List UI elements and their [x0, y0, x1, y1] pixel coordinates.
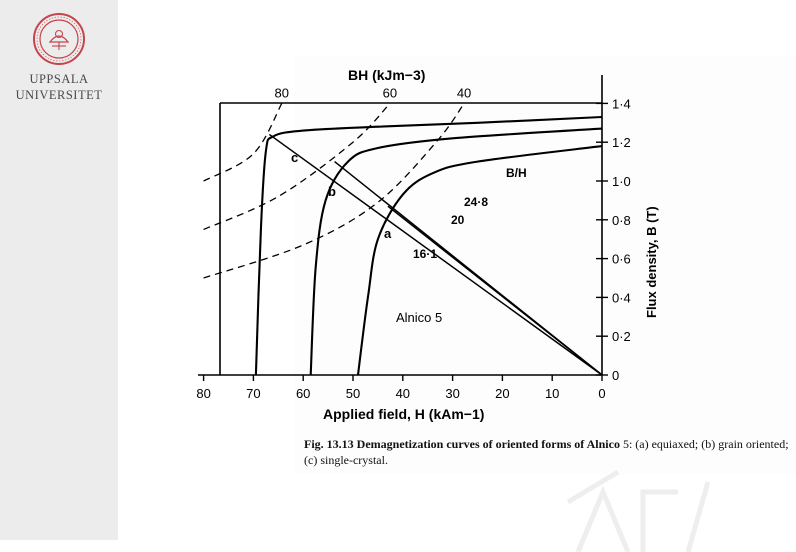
x-tick-label-30: 30 — [445, 386, 460, 401]
y-tick-label-0·8: 0·8 — [612, 212, 631, 228]
y-tick-label-1·2: 1·2 — [612, 135, 631, 151]
x-tick-label-80: 80 — [196, 386, 211, 401]
y-tick-label-1·0: 1·0 — [612, 174, 631, 189]
figure-label: Fig. 13.13 — [304, 437, 354, 451]
y-tick-label-0·4: 0·4 — [612, 290, 631, 306]
y-tick-label-0·6: 0·6 — [612, 251, 631, 267]
bh-tick-label-80: 80 — [274, 85, 290, 101]
university-seal-icon — [32, 12, 86, 66]
material-annotation: Alnico 5 — [396, 310, 443, 325]
x-tick-label-70: 70 — [246, 386, 261, 401]
x-axis-label: Applied field, H (kAm−1) — [323, 406, 485, 422]
chart-labels — [196, 67, 659, 422]
bh-axis-label: BH (kJm−3) — [348, 67, 426, 83]
curve-label-c: c — [291, 150, 299, 165]
y-axis-label: Flux density, B (T) — [644, 206, 659, 318]
load-line-label-20: 20 — [451, 213, 465, 227]
slide-content — [118, 0, 789, 540]
figure-description: 5: (a) equiaxed; (b) grain oriented; (c) single-crystal. — [304, 437, 789, 467]
bh-tick-label-60: 60 — [382, 85, 398, 101]
y-tick-label-0: 0 — [612, 368, 620, 383]
figure-title: Demagnetization curves of oriented forms of Alnico — [356, 437, 620, 451]
bh-line-label: B/H — [506, 166, 527, 180]
demag-curve-c — [256, 117, 602, 375]
demag-curve-a — [358, 146, 602, 375]
university-name-line2: UNIVERSITET — [15, 88, 103, 102]
load-line-label-16·1: 16·1 — [413, 247, 438, 261]
x-tick-label-10: 10 — [544, 386, 560, 401]
curve-label-a: a — [384, 226, 392, 241]
bh-contour-60 — [204, 103, 390, 229]
bh-tick-label-40: 40 — [456, 85, 472, 101]
university-sidebar — [0, 0, 118, 540]
curve-label-b: b — [328, 184, 336, 199]
x-tick-label-0: 0 — [598, 386, 606, 401]
university-name-line1: UPPSALA — [29, 72, 89, 86]
load-line-16·1 — [388, 206, 602, 375]
demag-curves — [256, 117, 602, 375]
ticks — [204, 103, 608, 381]
bh-contour-80 — [204, 103, 282, 181]
x-tick-label-20: 20 — [495, 386, 510, 401]
figure-caption — [304, 436, 794, 468]
x-tick-label-60: 60 — [295, 386, 311, 401]
load-line-label-24·8: 24·8 — [464, 195, 489, 209]
x-tick-label-40: 40 — [395, 386, 411, 401]
x-tick-label-50: 50 — [345, 386, 361, 401]
y-tick-label-1·4: 1·4 — [612, 96, 631, 112]
y-tick-label-0·2: 0·2 — [612, 329, 631, 345]
